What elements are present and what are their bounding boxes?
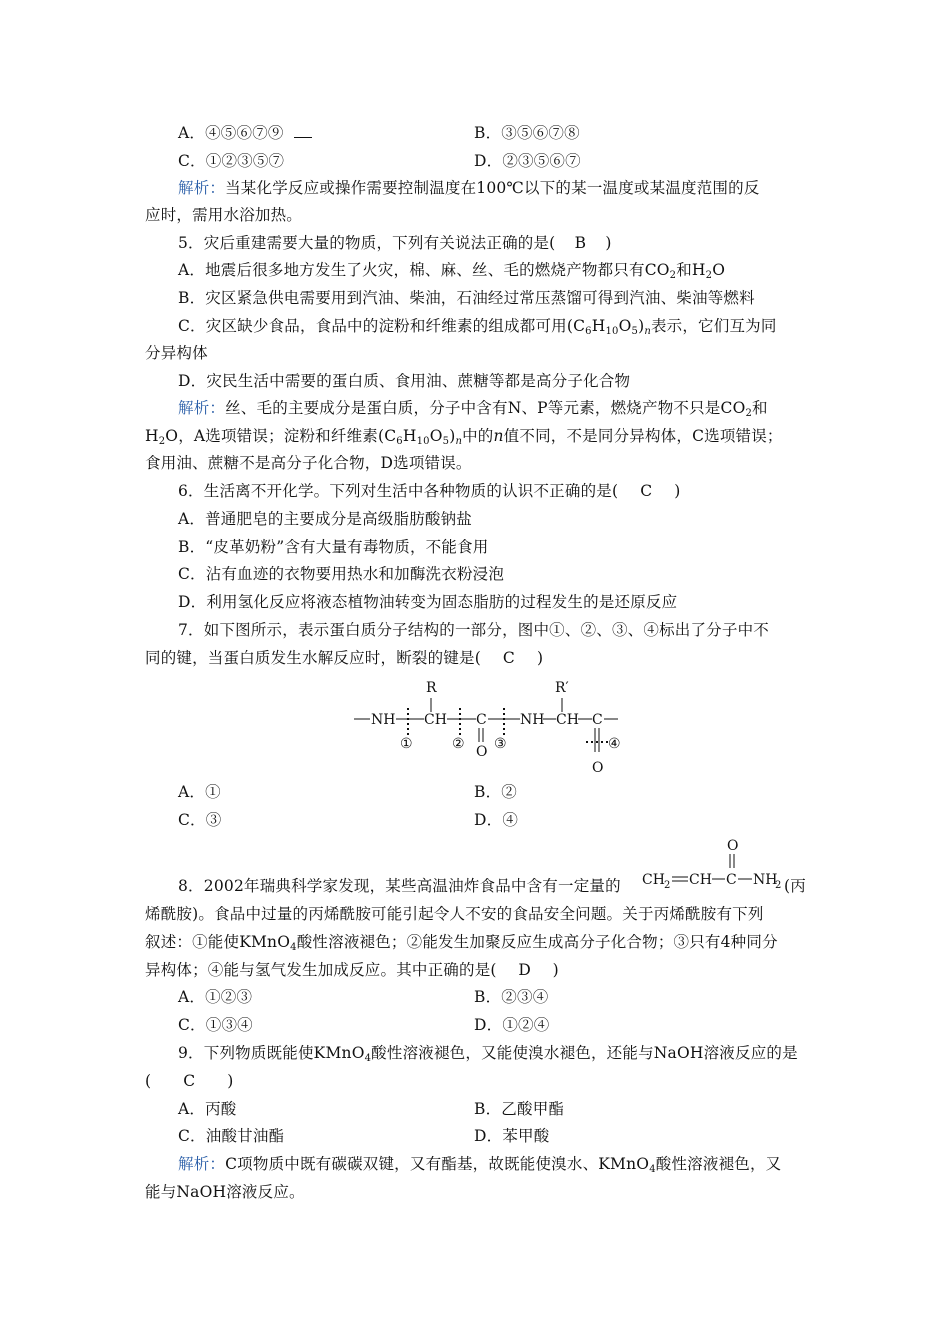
q7-stem-line1: 7．如下图所示，表示蛋白质分子结构的一部分，图中①、②、③、④标出了分子中不 (178, 621, 769, 639)
q5-option-d: D．灾民生活中需要的蛋白质、食用油、蔗糖等都是高分子化合物 (178, 372, 631, 390)
o2-label: O (592, 760, 604, 776)
q5-explanation-line3: 食用油、蔗糖不是高分子化合物，D选项错误。 (145, 454, 472, 472)
q8-option-a: A．①②③ (178, 988, 253, 1006)
q5-option-c-line2: 分异构体 (145, 344, 208, 362)
q7-option-b: B．② (474, 783, 517, 801)
q8-option-d: D．①②④ (474, 1016, 550, 1034)
q5-option-b: B．灾区紧急供电需要用到汽油、柴油，石油经过常压蒸馏可得到汽油、柴油等燃料 (178, 289, 755, 307)
marker-2: ② (452, 736, 465, 752)
q9-option-a: A．丙酸 (178, 1100, 237, 1118)
c1-label: C (476, 712, 487, 728)
q8-option-c: C．①③④ (178, 1016, 253, 1034)
nh1-label: NH (371, 712, 396, 728)
q9-explanation-line1: 解析：C项物质中既有碳碳双键，又有酯基，故既能使溴水、KMnO$_4$酸性溶液褪色，又 (178, 1155, 782, 1175)
q8-stem-line3: 叙述：①能使KMnO$_4$酸性溶液褪色；②能发生加聚反应生成高分子化合物；③只有4种同分 (145, 933, 778, 953)
q4-option-b: B．③⑤⑥⑦⑧ (474, 124, 580, 142)
q8-stem-line1: 8．2002年瑞典科学家发现，某些高温油炸食品中含有一定量的 (178, 877, 621, 895)
q7-option-d: D．④ (474, 811, 519, 829)
q8-stem-line4: 异构体；④能与氢气发生加成反应。其中正确的是( D ) (145, 961, 559, 979)
r2-label: R′ (555, 680, 569, 696)
q4-option-d: D．②③⑤⑥⑦ (474, 152, 581, 170)
q6-option-a: A．普通肥皂的主要成分是高级脂肪酸钠盐 (178, 510, 472, 528)
q8-stem-line1-end: (丙 (784, 877, 806, 895)
q6-stem: 6．生活离不开化学。下列对生活中各种物质的认识不正确的是( C ) (178, 482, 681, 500)
q5-stem: 5．灾后重建需要大量的物质，下列有关说法正确的是( B ) (178, 234, 612, 252)
q6-option-c: C．沾有血迹的衣物要用热水和加酶洗衣粉浸泡 (178, 565, 505, 583)
formula-ch2: CH (642, 872, 665, 888)
marker-4: ④ (608, 736, 621, 752)
formula-c: C (726, 872, 737, 888)
q4-explanation-line1: 解析：当某化学反应或操作需要控制温度在100℃以下的某一温度或某温度范围的反 (178, 179, 760, 197)
q5-option-a: A．地震后很多地方发生了火灾，棉、麻、丝、毛的燃烧产物都只有$CO_2$和$H_2O$ (178, 261, 726, 281)
q4-option-c: C．①②③⑤⑦ (178, 152, 285, 170)
q9-option-b: B．乙酸甲酯 (474, 1100, 565, 1118)
marker-3: ③ (494, 736, 507, 752)
ch2-label: CH (556, 712, 579, 728)
q6-option-b: B．“皮革奶粉”含有大量有毒物质，不能食用 (178, 538, 489, 556)
o1-label: O (476, 744, 488, 760)
q5-option-c: C．灾区缺少食品，食品中的淀粉和纤维素的组成都可用$(C_6H_{10}O_5)_n$表示，它们互为同 (178, 317, 777, 337)
q9-stem-line2: ( C ) (145, 1072, 234, 1090)
r1-label: R (426, 680, 437, 696)
q8-stem-line2: 烯酰胺)。食品中过量的丙烯酰胺可能引起令人不安的食品安全问题。关于丙烯酰胺有下列 (145, 905, 764, 923)
nh2-label: NH (520, 712, 545, 728)
q5-explanation-line2: $H_2O$，A选项错误；淀粉和纤维素$(C_6H_{10}O_5)_n$中的n值不同，不是同分异构体，C选项错误； (145, 427, 783, 447)
marker-1: ① (400, 736, 413, 752)
formula-o: O (727, 838, 739, 854)
q8-option-b: B．②③④ (474, 988, 549, 1006)
protein-structure-diagram (340, 676, 640, 776)
q5-explanation-line1: 解析：丝、毛的主要成分是蛋白质，分子中含有N、P等元素，燃烧产物不只是$CO_2$和 (178, 399, 768, 419)
q6-option-d: D．利用氢化反应将液态植物油转变为固态脂肪的过程发生的是还原反应 (178, 593, 678, 611)
formula-ch: CH (689, 872, 712, 888)
q7-option-a: A．① (178, 783, 221, 801)
ch1-label: CH (424, 712, 447, 728)
q9-option-d: D．苯甲酸 (474, 1127, 550, 1145)
q4-option-a: A．④⑤⑥⑦⑨ (178, 123, 312, 143)
q9-stem-line1: 9．下列物质既能使KMnO$_4$酸性溶液褪色，又能使溴水褪色，还能与NaOH溶液反应的是 (178, 1044, 798, 1064)
q9-explanation-line2: 能与NaOH溶液反应。 (145, 1183, 305, 1201)
formula-nh: NH (753, 872, 778, 888)
acrylamide-formula (640, 836, 790, 896)
svg-text:2: 2 (664, 880, 671, 891)
q7-option-c: C．③ (178, 811, 222, 829)
svg-text:2: 2 (775, 880, 782, 891)
c2-label: C (592, 712, 603, 728)
q7-stem-line2: 同的键，当蛋白质发生水解反应时，断裂的键是( C ) (145, 649, 544, 667)
q4-explanation-line2: 应时，需用水浴加热。 (145, 206, 303, 224)
q9-option-c: C．油酸甘油酯 (178, 1127, 285, 1145)
